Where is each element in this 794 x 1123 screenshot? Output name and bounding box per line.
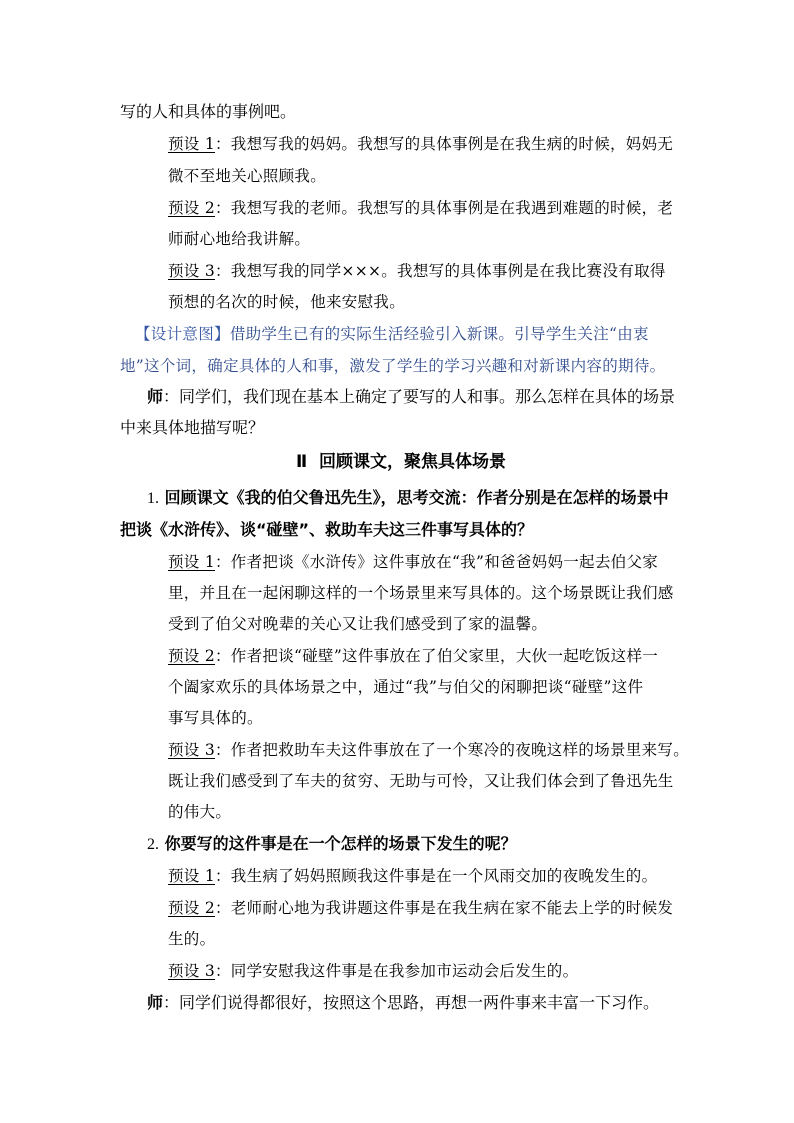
preset-1-line-1 (168, 134, 673, 154)
answer-1-line-3: 受到了伯父对晚辈的关心又让我们感受到了家的温馨。 (168, 615, 548, 633)
section-number: Ⅱ (296, 452, 308, 472)
teacher-text: ：同学们说得都很好，按照这个思路，再想一两件事来丰富一下习作。 (163, 993, 660, 1012)
teacher-line-2: 中来具体地描写呢？ (120, 418, 265, 437)
preset-label: 预设 2 (168, 199, 215, 217)
teacher-label: 师 (147, 993, 164, 1012)
preset-label: 预设 3 (168, 962, 215, 980)
teacher-line-3 (147, 993, 659, 1013)
answer-2-line-3: 事写具体的。 (168, 709, 263, 727)
answer-b2-line-1 (168, 898, 673, 918)
teacher-line-1 (147, 387, 675, 407)
question-number: 2. (147, 836, 159, 853)
answer-2-line-2: 个阖家欢乐的具体场景之中，通过“我”与伯父的闲聊把谈“碰壁”这件 (168, 678, 644, 696)
question-text: 你要写的这件事是在一个怎样的场景下发生的呢？ (164, 834, 517, 853)
answer-2-line-1 (168, 646, 658, 666)
preset-label: 预设 1 (168, 135, 215, 153)
answer-1-line-1 (168, 552, 658, 572)
section-heading (296, 452, 506, 472)
design-intent-text: 借助学生已有的实际生活经验引入新课。引导学生关注“由衷 (229, 325, 649, 343)
answer-b2-line-2: 生的。 (168, 930, 216, 948)
preset-label: 预设 3 (168, 262, 215, 280)
answer-3-line-3: 的伟大。 (168, 803, 232, 821)
teacher-text: ：同学们，我们现在基本上确定了要写的人和事。那么怎样在具体的场景 (163, 387, 676, 406)
preset-label: 预设 2 (168, 647, 215, 665)
answer-b3-line-1 (168, 961, 578, 981)
answer-3-line-1 (168, 740, 689, 760)
question-2-line-1 (147, 834, 517, 855)
preset-label: 预设 1 (168, 867, 215, 885)
preset-text: ：作者把谈“碰壁”这件事放在了伯父家里，大伙一起吃饭这样一 (215, 647, 659, 665)
preset-text: ：同学安慰我这件事是在我参加市运动会后发生的。 (215, 962, 579, 980)
preset-3-line-2: 预想的名次的时候，他来安慰我。 (168, 293, 406, 311)
preset-2-line-2: 师耐心地给我讲解。 (168, 230, 311, 248)
design-intent-line-1 (135, 324, 649, 344)
preset-text: ：我想写我的老师。我想写的具体事例是在我遇到难题的时候，老 (215, 199, 674, 217)
section-title: 回顾课文，聚焦具体场景 (319, 452, 507, 472)
design-intent-line-2: 地”这个词，确定具体的人和事，激发了学生的学习兴趣和对新课内容的期待。 (120, 357, 666, 375)
preset-text: ：老师耐心地为我讲题这件事是在我生病在家不能去上学的时候发 (215, 899, 674, 917)
intro-line: 写的人和具体的事例吧。 (120, 102, 297, 121)
preset-text: ：作者把救助车夫这件事放在了一个寒冷的夜晚这样的场景里来写。 (215, 741, 690, 759)
answer-1-line-2: 里，并且在一起闲聊这样的一个场景里来写具体的。这个场景既让我们感 (168, 584, 674, 602)
question-text: 回顾课文《我的伯父鲁迅先生》，思考交流：作者分别是在怎样的场景中 (164, 488, 669, 507)
answer-3-line-2: 既让我们感受到了车夫的贫穷、无助与可怜，又让我们体会到了鲁迅先生 (168, 772, 674, 790)
preset-2-line-1 (168, 198, 673, 218)
preset-label: 预设 1 (168, 553, 215, 571)
preset-text: ：我想写我的同学×××。我想写的具体事例是在我比赛没有取得 (215, 262, 666, 280)
question-1-line-2: 把谈《水浒传》、谈“碰壁”、救助车夫这三件事写具体的？ (120, 520, 534, 539)
preset-text: ：作者把谈《水浒传》这件事放在“我”和爸爸妈妈一起去伯父家 (215, 553, 659, 571)
preset-text: ：我生病了妈妈照顾我这件事是在一个风雨交加的夜晚发生的。 (215, 867, 658, 885)
teacher-label: 师 (147, 387, 164, 406)
question-number: 1. (147, 490, 159, 507)
preset-3-line-1 (168, 261, 666, 281)
preset-text: ：我想写我的妈妈。我想写的具体事例是在我生病的时候，妈妈无 (215, 135, 674, 153)
preset-label: 预设 2 (168, 899, 215, 917)
preset-1-line-2: 微不至地关心照顾我。 (168, 167, 327, 185)
design-intent-label: 【设计意图】 (135, 325, 230, 343)
answer-b1-line-1 (168, 866, 657, 886)
preset-label: 预设 3 (168, 741, 215, 759)
question-1-line-1 (147, 488, 669, 509)
